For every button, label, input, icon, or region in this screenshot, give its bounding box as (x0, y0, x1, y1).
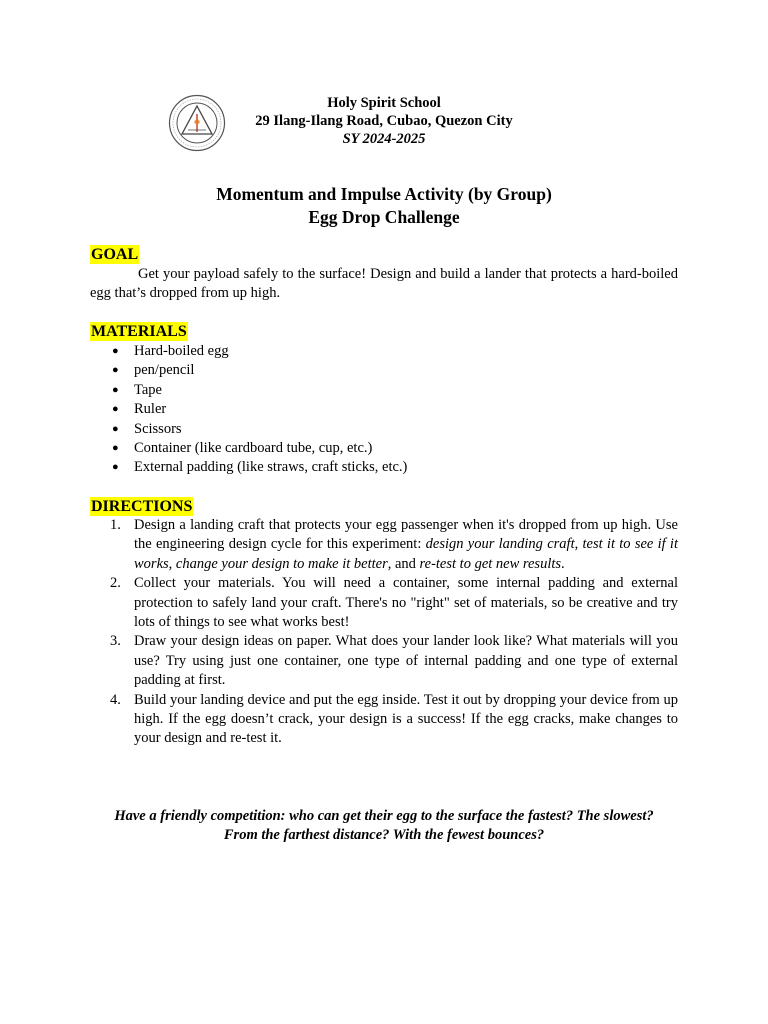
step-text: , (574, 536, 583, 553)
step-text: design your landing craft (425, 536, 575, 553)
step-number: 2. (110, 575, 121, 592)
list-item (90, 691, 678, 749)
school-name: Holy Spirit School (327, 95, 441, 111)
step-text: change your design to make it better (175, 555, 388, 572)
bullet-icon: ● (112, 461, 119, 474)
step-text: Draw your design ideas on paper. What does your lander look like? What materials will you use? Try using just one container, one type of internal padding and one type of external padding at first. (134, 633, 678, 689)
list-item (90, 574, 678, 632)
step-text: Build your landing device and put the egg inside. Test it out by dropping your device from up high. If the egg doesn’t crack, your design is a success! If the egg cracks, make changes to your design and re-test it. (134, 691, 678, 747)
material-item-text: Container (like cardboard tube, cup, etc.) (134, 440, 373, 457)
step-text: Collect your materials. You will need a container, some internal padding and external protection to safely land your craft. There's no "right" set of materials, so be creative and try lots of things to see what works best! (134, 575, 678, 631)
school-header (200, 94, 568, 148)
title-line-2: Egg Drop Challenge (308, 207, 460, 227)
material-item-text: pen/pencil (134, 362, 195, 379)
bullet-icon: ● (112, 422, 119, 435)
step-text: , and (387, 555, 420, 572)
bullet-icon: ● (112, 364, 119, 377)
list-item (90, 381, 678, 400)
step-text: . (561, 555, 565, 572)
directions-heading: DIRECTIONS (91, 498, 193, 515)
list-item (90, 632, 678, 690)
step-text: Design a landing craft that protects your egg passenger when it's dropped from up high. Use the engineering design cycle for this experiment: (134, 517, 678, 553)
step-text: test it to see if it works (134, 536, 678, 572)
school-address: 29 Ilang-Ilang Road, Cubao, Quezon City (255, 113, 513, 129)
closing-note: Have a friendly competition: who can get their egg to the surface the fastest? The slowest? From the farthest distance? With the fewest bounces? (114, 808, 654, 844)
school-year: SY 2024-2025 (342, 131, 426, 147)
material-item-text: Scissors (134, 420, 182, 437)
materials-list (90, 342, 678, 478)
list-item (90, 400, 678, 419)
directions-list (90, 516, 678, 749)
document-title (84, 183, 684, 229)
step-number: 4. (110, 691, 121, 708)
materials-heading: MATERIALS (91, 323, 187, 340)
list-item (90, 516, 678, 574)
step-number: 1. (110, 517, 121, 533)
material-item-text: Tape (134, 381, 162, 398)
material-item-text: Ruler (134, 401, 167, 418)
list-item (90, 458, 678, 477)
list-item (90, 420, 678, 439)
bullet-icon: ● (112, 442, 119, 455)
goal-heading: GOAL (91, 246, 139, 263)
step-number: 3. (110, 633, 121, 650)
title-line-1: Momentum and Impulse Activity (by Group) (216, 184, 552, 204)
list-item (90, 439, 678, 458)
bullet-icon: ● (112, 345, 119, 357)
list-item (90, 361, 678, 380)
bullet-icon: ● (112, 383, 119, 396)
material-item-text: Hard-boiled egg (134, 343, 229, 359)
step-text: , (168, 555, 176, 572)
step-text: re-test to get new results (419, 555, 562, 572)
list-item (90, 342, 678, 361)
bullet-icon: ● (112, 403, 119, 416)
material-item-text: External padding (like straws, craft sticks, etc.) (134, 459, 408, 476)
goal-text: Get your payload safely to the surface! Design and build a lander that protects a hard-boiled egg that’s dropped from up high. (90, 266, 678, 302)
